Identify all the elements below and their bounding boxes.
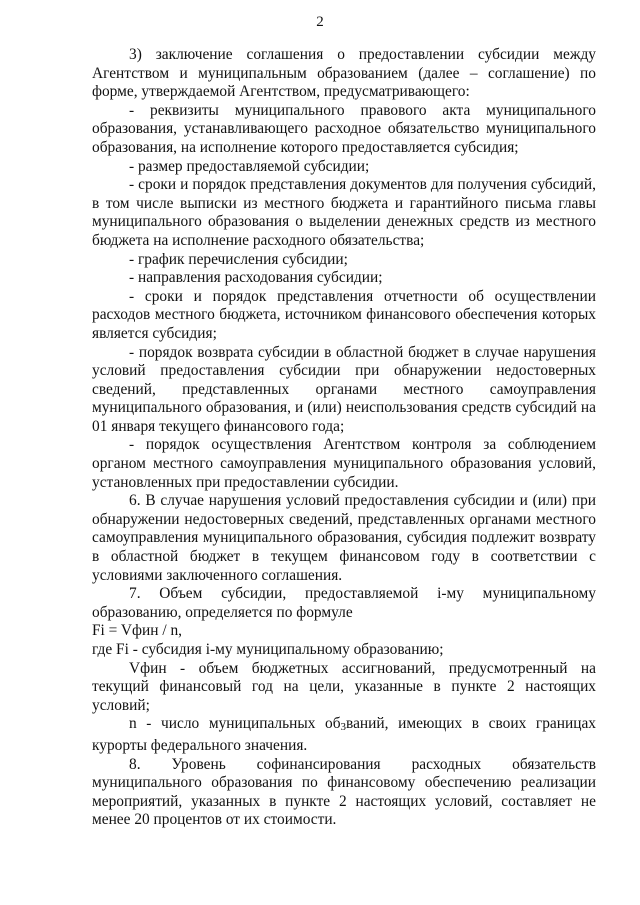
document-body [92,46,596,830]
paragraph-8: 8. Уровень софинансирования расходных обязательств муниципального образования по финансовому обеспечению реализации мероприятий, указанных в пункте 2 настоящих условий, составляет не менее 20 процентов от их стоимости. [92,755,596,829]
definition-n-start: n - число муниципальных об [129,715,341,733]
formula: Fi = Vфин / n, [92,622,183,640]
overlay-page-mark: 3 [340,721,347,734]
list-item-reporting-terms: - сроки и порядок представления отчетности об осуществлении расходов местного бюджета, источником финансового обеспечения которых является субсидия; [92,287,596,342]
paragraph-7: 7. Объем субсидии, предоставляемой i-му муниципальному образованию, определяется по формуле [92,585,596,621]
list-item-spending-directions: - направления расходования субсидии; [129,269,383,287]
list-item-subsidy-size: - размер предоставляемой субсидии; [129,157,370,175]
definition-vfin: Vфин - объем бюджетных ассигнований, предусмотренный на текущий финансовый год на цели, указанные в пункте 2 настоящих условий; [92,659,596,714]
definition-fi: где Fi - субсидия i-му муниципальному образованию; [92,641,444,658]
paragraph-agreement: 3) заключение соглашения о предоставлении субсидии между Агентством и муниципальным образованием (далее – соглашение) по форме, утверждаемой Агентством, предусматривающего: [92,46,596,101]
paragraph-6: 6. В случае нарушения условий предоставления субсидии и (или) при обнаружении недостоверных сведений, представленных органами местного самоуправления муниципального образования, субсидия подлежит возврату в областной бюджет в текущем финансовом году в соответствии с условиями заключенного соглашения. [92,492,596,584]
list-item-control-procedure: - порядок осуществления Агентством контроля за соблюдением органом местного самоуправления муниципального образования условий, установленных при предоставлении субсидии. [92,436,596,491]
list-item-requisites: - реквизиты муниципального правового акта муниципального образования, устанавливающего расходное обязательство муниципального образования, на исполнение которого предоставляется субсидия; [92,101,596,156]
definition-n [92,715,596,755]
list-item-refund-procedure: - порядок возврата субсидии в областной бюджет в случае нарушения условий предоставления субсидии при обнаружении недостоверных сведений, представленных органами местного самоуправления муниципального образования, и (или) неиспользования средств субсидий на 01 января текущего финансового года; [92,343,596,435]
definition-n-end: ваний, имеющих в своих границах курорты федерального значения. [92,715,596,754]
page-number: 2 [316,14,324,30]
list-item-document-terms: - сроки и порядок представления документов для получения субсидий, в том числе выписки из местного бюджета и гарантийного письма главы муниципального образования о выделении денежных средств из местного бюджета на исполнение расходного обязательства; [92,176,596,249]
list-item-transfer-schedule: - график перечисления субсидии; [129,250,348,268]
